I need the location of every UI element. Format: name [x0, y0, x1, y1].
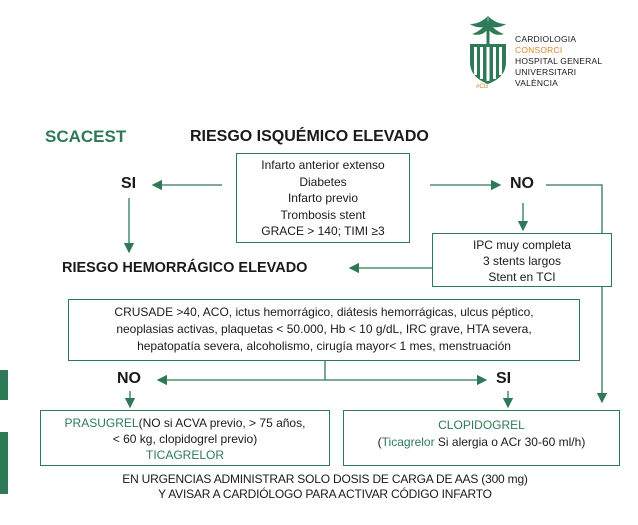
criteria-item: Diabetes: [299, 174, 347, 189]
ischemic-criteria-box: [236, 153, 410, 243]
logo-line-4: UNIVERSITARI: [515, 67, 577, 77]
crusade-line: CRUSADE >40, ACO, ictus hemorrágico, diátesis hemorrágicas, ulcus péptico,: [114, 305, 534, 319]
footer-line-1: EN URGENCIAS ADMINISTRAR SOLO DOSIS DE CARGA DE AAS (300 mg): [122, 472, 528, 486]
bleeding-no-label: NO: [117, 370, 141, 387]
logo-line-5: VALÈNCIA: [515, 78, 559, 88]
ipc-item: IPC muy completa: [472, 238, 572, 252]
footer-line-2: Y AVISAR A CARDIÓLOGO PARA ACTIVAR CÓDIGO INFARTO: [158, 487, 492, 501]
clopidogrel-alt-open: (: [377, 435, 382, 449]
criteria-item: Trombosis stent: [280, 207, 366, 222]
clopidogrel-drug: CLOPIDOGREL: [438, 418, 525, 432]
crusade-line: hepatopatía severa, alcoholismo, cirugía mayor< 1 mes, menstruación: [137, 339, 511, 353]
arrow-no-to-clopidogrel: [546, 185, 602, 402]
main-title: RIESGO ISQUÉMICO ELEVADO: [190, 128, 429, 145]
prasugrel-drug: PRASUGREL: [64, 416, 139, 430]
prasugrel-condition-1: (NO si ACVA previo, > 75 años,: [138, 416, 306, 430]
prasugrel-condition-2: < 60 kg, clopidogrel previo): [112, 432, 258, 446]
prasugrel-box: [40, 410, 330, 466]
clopidogrel-alt-rest: Si alergia o ACr 30-60 ml/h): [434, 435, 586, 449]
criteria-item: GRACE > 140; TIMI ≥3: [261, 224, 385, 238]
ischemic-no-label: NO: [510, 175, 534, 192]
ipc-item: 3 stents largos: [482, 254, 562, 268]
logo-line-2: CONSORCI: [515, 45, 563, 55]
ischemic-yes-label: SI: [121, 175, 137, 192]
clopidogrel-alt-drug: Ticagrelor: [381, 435, 435, 449]
ipc-item: Stent en TCI: [488, 270, 556, 284]
bleeding-yes-label: SI: [496, 370, 512, 387]
bleeding-risk-title: RIESGO HEMORRÁGICO ELEVADO: [62, 260, 308, 276]
logo-line-1: CARDIOLOGIA: [515, 34, 577, 44]
criteria-item: Infarto anterior extenso: [261, 158, 385, 172]
logo-line-3: HOSPITAL GENERAL: [515, 56, 603, 66]
clopidogrel-box: [343, 410, 620, 466]
footer-note: [60, 472, 590, 502]
ipc-box: [432, 233, 612, 287]
crusade-line: neoplasias activas, plaquetas < 50.000, Hb < 10 g/dL, IRC grave, HTA severa,: [116, 322, 532, 336]
section-title: SCACEST: [45, 127, 127, 146]
logo-small-text: #CG: [476, 84, 489, 90]
criteria-item: Infarto previo: [287, 191, 359, 205]
crusade-box: [68, 299, 580, 361]
prasugrel-alternative: TICAGRELOR: [145, 448, 224, 462]
